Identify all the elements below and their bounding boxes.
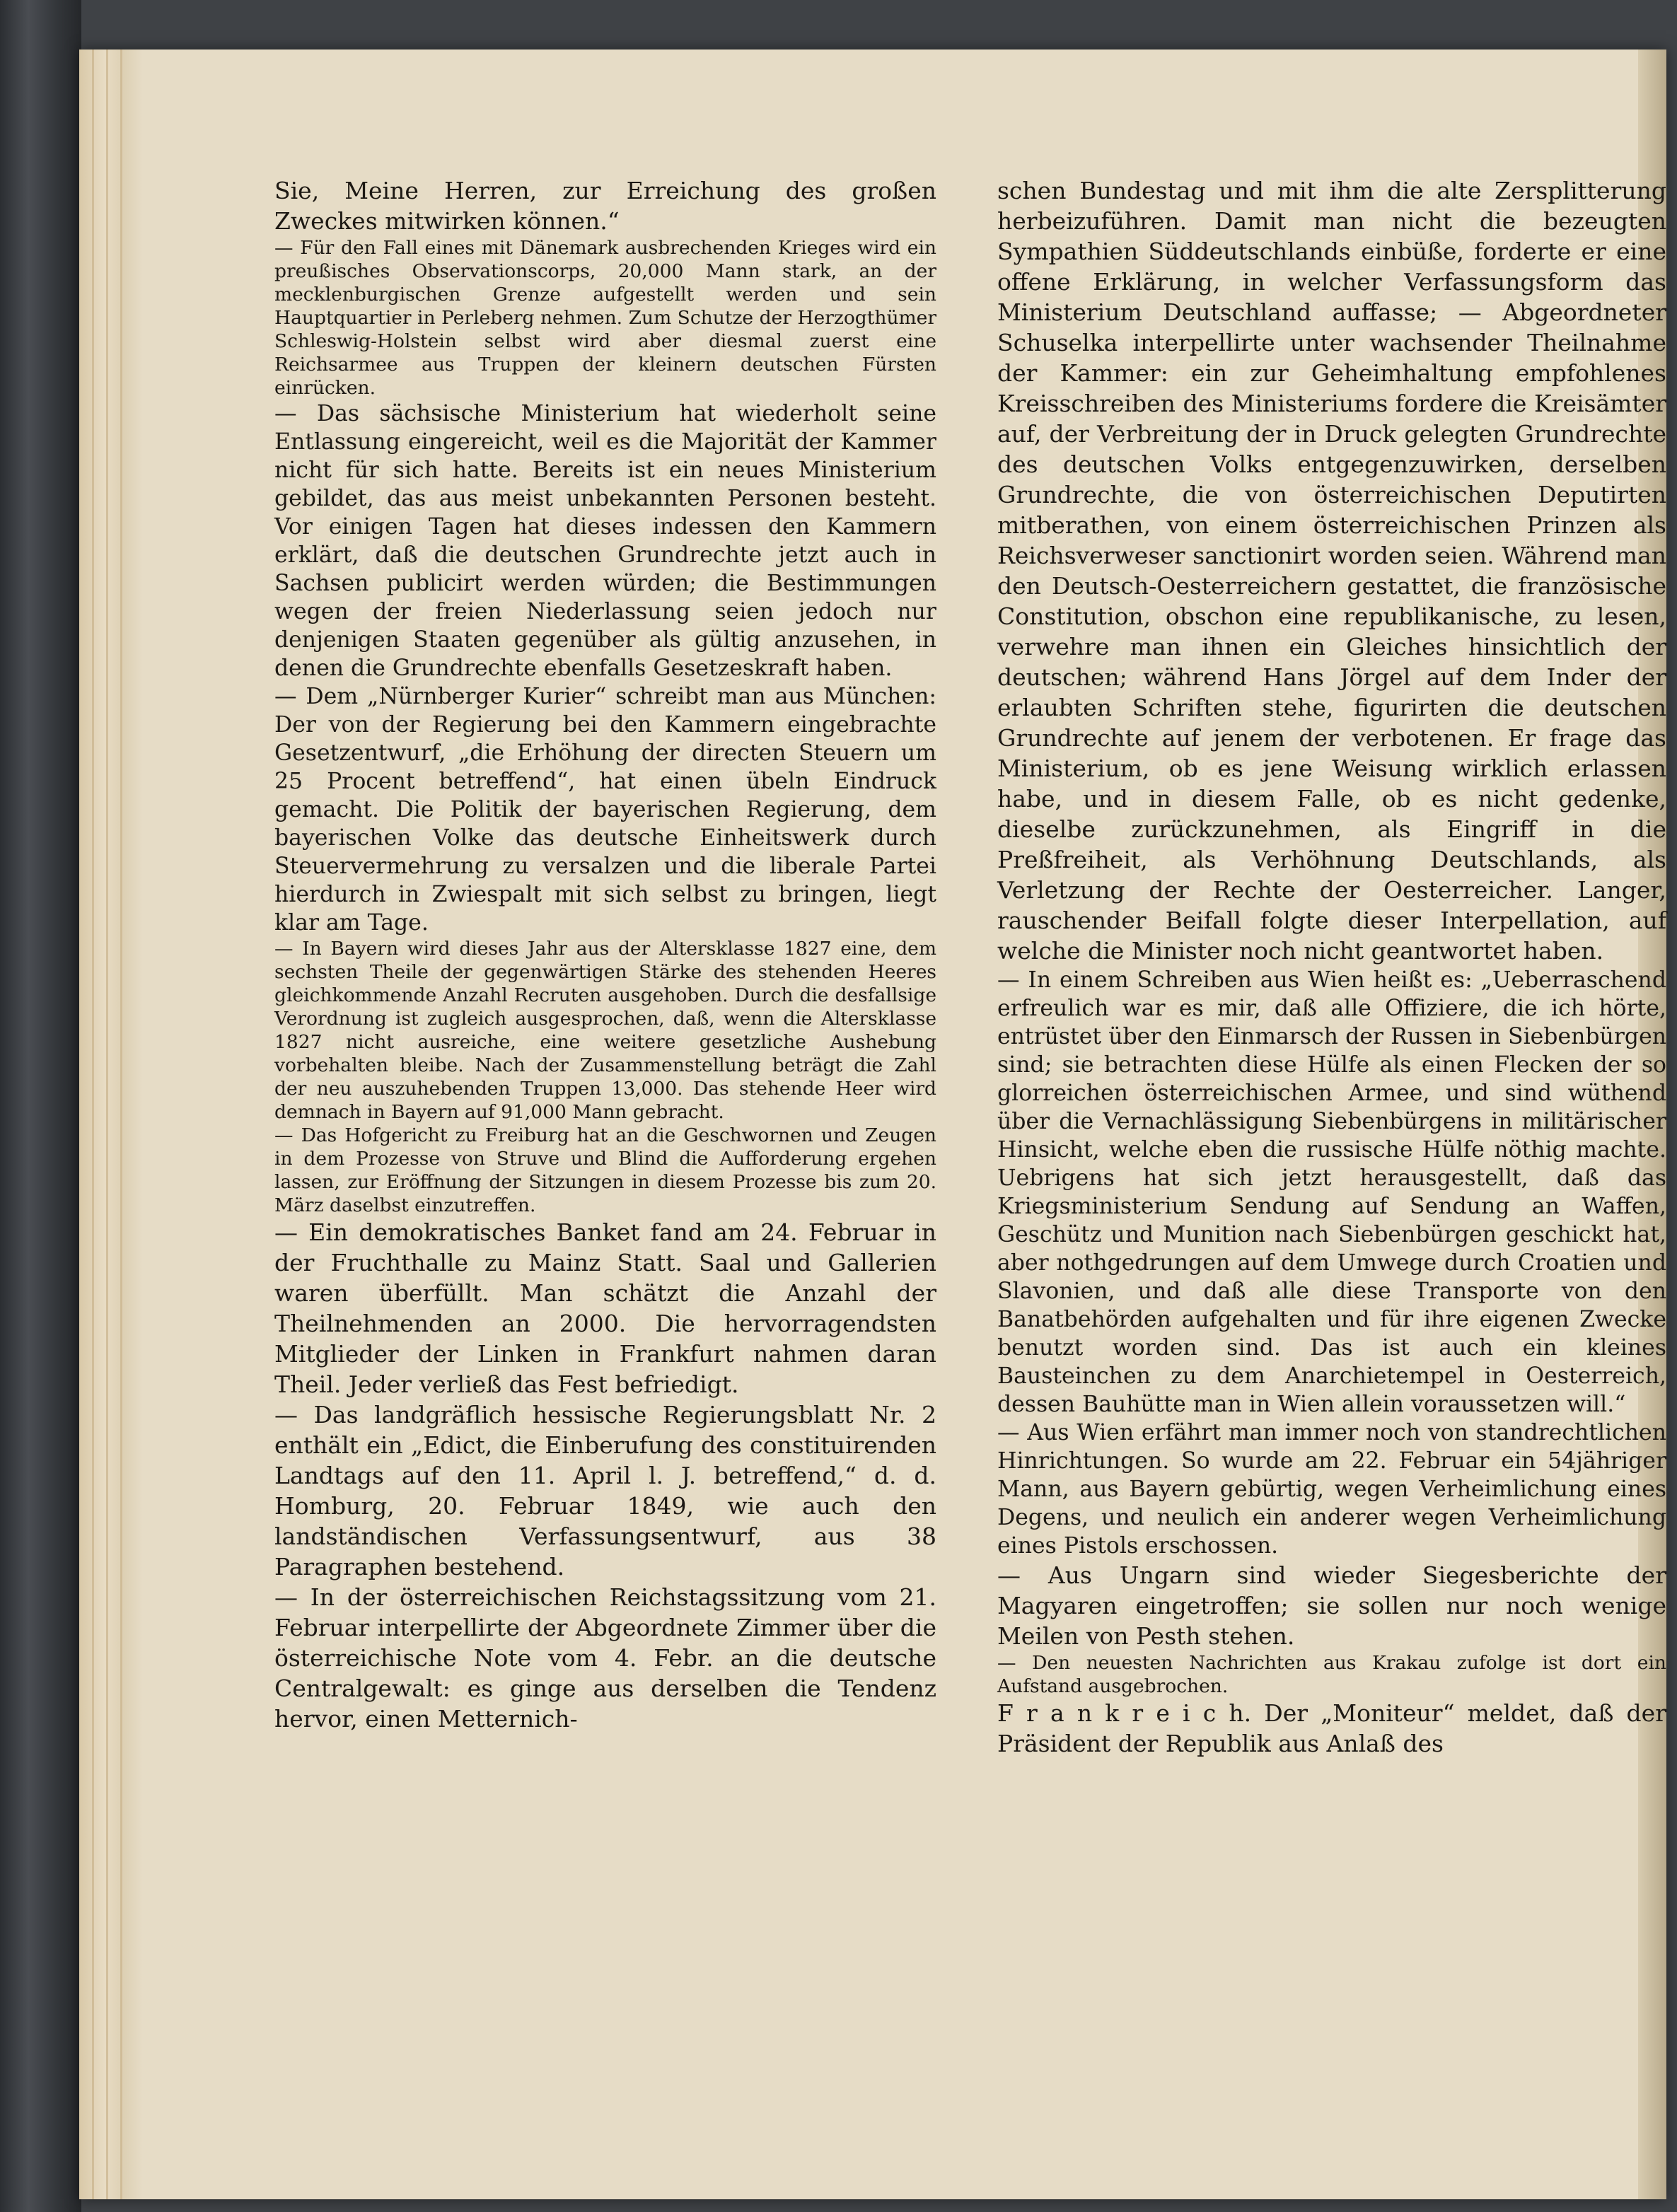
paragraph: — In der österreichischen Reichstagssitzung vom 21. Februar interpellirte der Abgeordnete Zimmer über die österreichische Note vom 4. Febr. an die deutsche Centralgewalt: es ginge aus derselben die Tendenz hervor, einen Metternich- — [274, 1583, 936, 1733]
gutter-line — [106, 50, 108, 2199]
paragraph: — Dem „Nürnberger Kurier“ schreibt man aus München: Der von der Regierung bei den Kammern eingebrachte Gesetzentwurf, „die Erhöhung der directen Steuern um 25 Procent betreffend“, hat einen übeln Eindruck gemacht. Die Politik der bayerischen Regierung, dem bayerischen Volke das deutsche Einheitswerk durch Steuervermehrung zu versalzen und die liberale Partei hierdurch in Zwiespalt mit sich selbst zu bringen, liegt klar am Tage. — [274, 684, 936, 936]
left-column — [274, 175, 936, 1734]
newspaper-page — [79, 50, 1666, 2199]
paragraph: — Das Hofgericht zu Freiburg hat an die Geschwornen und Zeugen in dem Prozesse von Struve und Blind die Aufforderung ergehen lassen, zur Eröffnung der Sitzungen in diesem Prozesse bis zum 20. März daselbst einzutreffen. — [274, 1124, 936, 1216]
gutter-line — [120, 50, 122, 2199]
paragraph: — Für den Fall eines mit Dänemark ausbrechenden Krieges wird ein preußisches Observationscorps, 20,000 Mann stark, an der mecklenburgischen Grenze aufgestellt werden und sein Hauptquartier in Perleberg nehmen. Zum Schutze der Herzogthümer Schleswig-Holstein selbst wird aber diesmal zuerst eine Reichsarmee aus Truppen der kleinern deutschen Fürsten einrücken. — [274, 237, 936, 399]
right-column — [997, 175, 1666, 1759]
paragraph: — Aus Ungarn sind wieder Siegesberichte der Magyaren eingetroffen; sie sollen nur noch wenige Meilen von Pesth stehen. — [997, 1561, 1666, 1650]
paragraph: F r a n k r e i c h. Der „Moniteur“ meldet, daß der Präsident der Republik aus Anlaß des — [997, 1699, 1666, 1757]
page-gutter — [79, 50, 143, 2199]
gutter-line — [92, 50, 94, 2199]
paragraph: — In Bayern wird dieses Jahr aus der Altersklasse 1827 eine, dem sechsten Theile der gegenwärtigen Stärke des stehenden Heeres gleichkommende Anzahl Recruten ausgehoben. Durch die desfallsige Verordnung ist zugleich ausgesprochen, daß, wenn die Altersklasse 1827 nicht ausreiche, eine weitere gesetzliche Aushebung vorbehalten bleibe. Nach der Zusammenstellung beträgt die Zahl der neu auszuhebenden Truppen 13,000. Das stehende Heer wird demnach in Bayern auf 91,000 Mann gebracht. — [274, 938, 936, 1123]
paragraph: schen Bundestag und mit ihm die alte Zersplitterung herbeizuführen. Damit man nicht die bezeugten Sympathien Süddeutschlands einbüße, forderte er eine offene Erklärung, in welcher Verfassungsform das Ministerium Deutschland auffasse; — Abgeordneter Schuselka interpellirte unter wachsender Theilnahme der Kammer: ein zur Geheimhaltung empfohlenes Kreisschreiben des Ministeriums fordere die Kreisämter auf, der Verbreitung der in Druck gelegten Grundrechte des deutschen Volks entgegenzuwirken, derselben Grundrechte, die von österreichischen Deputirten mitberathen, von einem österreichischen Prinzen als Reichsverweser sanctionirt worden seien. Während man den Deutsch-Oesterreichern gestattet, die französische Constitution, obschon eine republikanische, zu lesen, verwehre man ihnen ein Gleiches hinsichtlich der deutschen; während Hans Jörgel auf dem Inder der erlaubten Schriften stehe, figurirten die deutschen Grundrechte auf jenem der verbotenen. Er frage das Ministerium, ob es jene Weisung wirklich erlassen habe, und in diesem Falle, ob es nicht gedenke, dieselbe zurückzunehmen, als Eingriff in die Preßfreiheit, als Verhöhnung Deutschlands, als Verletzung der Rechte der Oesterreicher. Langer, rauschender Beifall folgte dieser Interpellation, auf welche die Minister noch nicht geantwortet haben. — [997, 177, 1666, 965]
paragraph: — Ein demokratisches Banket fand am 24. Februar in der Fruchthalle zu Mainz Statt. Saal und Gallerien waren überfüllt. Man schätzt die Anzahl der Theilnehmenden an 2000. Die hervorragendsten Mitglieder der Linken in Frankfurt nahmen daran Theil. Jeder verließ das Fest befriedigt. — [274, 1218, 936, 1398]
paragraph: — Aus Wien erfährt man immer noch von standrechtlichen Hinrichtungen. So wurde am 22. Februar ein 54jähriger Mann, aus Bayern gebürtig, wegen Verheimlichung eines Degens, und neulich ein anderer wegen Verheimlichung eines Pistols erschossen. — [997, 1420, 1666, 1559]
paragraph: — Das landgräflich hessische Regierungsblatt Nr. 2 enthält ein „Edict, die Einberufung des constituirenden Landtags auf den 11. April l. J. betreffend,“ d. d. Homburg, 20. Februar 1849, wie auch den landständischen Verfassungsentwurf, aus 38 Paragraphen bestehend. — [274, 1401, 936, 1581]
book-cover-edge — [0, 0, 81, 2212]
paragraph: Sie, Meine Herren, zur Erreichung des großen Zweckes mitwirken können.“ — [274, 177, 936, 235]
paragraph: — Das sächsische Ministerium hat wiederholt seine Entlassung eingereicht, weil es die Majorität der Kammer nicht für sich hatte. Bereits ist ein neues Ministerium gebildet, das aus meist unbekannten Personen besteht. Vor einigen Tagen hat dieses indessen den Kammern erklärt, daß die deutschen Grundrechte jetzt auch in Sachsen publicirt werden würden; die Bestimmungen wegen der freien Niederlassung seien jedoch nur denjenigen Staaten gegenüber als gültig anzusehen, in denen die Grundrechte ebenfalls Gesetzeskraft haben. — [274, 401, 936, 681]
paragraph: — Den neuesten Nachrichten aus Krakau zufolge ist dort ein Aufstand ausgebrochen. — [997, 1652, 1666, 1697]
paragraph: — In einem Schreiben aus Wien heißt es: „Ueberraschend erfreulich war es mir, daß alle Offiziere, die ich hörte, entrüstet über den Einmarsch der Russen in Siebenbürgen sind; sie betrachten diese Hülfe als einen Flecken der so glorreichen österreichischen Armee, und sind wüthend über die Vernachlässigung Siebenbürgens in militärischer Hinsicht, welche eben die russische Hülfe nöthig machte. Uebrigens hat sich jetzt herausgestellt, daß das Kriegsministerium Sendung auf Sendung an Waffen, Geschütz und Munition nach Siebenbürgen geschickt hat, aber nothgedrungen auf dem Umwege durch Croatien und Slavonien, und daß alle diese Transporte von den Banatbehörden aufgehalten und für ihre eigenen Zwecke benutzt worden sind. Das ist auch ein kleines Bausteinchen zu dem Anarchietempel in Oesterreich, dessen Bauhütte man in Wien allein voraussetzen will.“ — [997, 967, 1666, 1417]
